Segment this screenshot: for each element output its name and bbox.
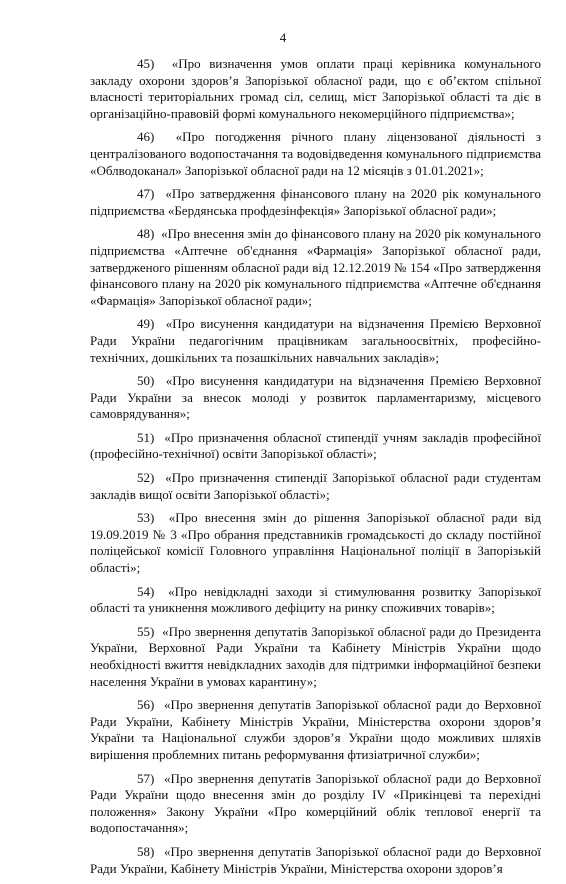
agenda-item bbox=[90, 697, 541, 763]
agenda-item bbox=[90, 373, 541, 423]
agenda-item-number: 56) bbox=[137, 697, 155, 713]
agenda-item-number: 45) bbox=[137, 56, 155, 71]
agenda-item-number: 50) bbox=[137, 373, 155, 389]
agenda-item-text: «Про затвердження фінансового плану на 2020 рік комунального підприємства «Бердянська профдезінфекція» Запорізької обласної ради»; bbox=[90, 186, 542, 218]
agenda-item bbox=[90, 470, 541, 503]
agenda-item-text: «Про звернення депутатів Запорізької обласної ради до Верховної Ради України щодо внесення змін до розділу IV «Прикінцеві та перехідні положення» Закону України «Про комерційний облік теплової енергії та водопостачання»; bbox=[90, 770, 542, 836]
agenda-item-number: 53) bbox=[137, 510, 155, 526]
agenda-item-text: «Про звернення депутатів Запорізької обласної ради до Верховної Ради України, Кабінету Міністрів України, Міністерства охорони здоров’я bbox=[90, 843, 542, 876]
agenda-item bbox=[90, 226, 541, 309]
agenda-item-number: 52) bbox=[137, 470, 155, 486]
agenda-item-number: 51) bbox=[137, 429, 155, 445]
agenda-item-number: 46) bbox=[137, 129, 155, 145]
agenda-item-text: «Про визначення умов оплати праці керівника комунального закладу охорони здоров’я Запорізької обласної ради, що є об’єктом спільної власності територіальних громад сіл, селищ, міст Запорізької області та діє в організаційно-правовій формі комунального некомерційного підприємства»; bbox=[90, 56, 541, 121]
agenda-item bbox=[90, 56, 541, 122]
agenda-item-number: 49) bbox=[137, 316, 155, 332]
agenda-item bbox=[90, 844, 541, 877]
agenda-item-text: «Про призначення стипендії Запорізької обласної ради студентам закладів вищої освіти Запорізької області»; bbox=[90, 470, 541, 502]
agenda-item-number: 54) bbox=[137, 583, 155, 599]
agenda-item bbox=[90, 129, 541, 179]
agenda-list bbox=[90, 56, 541, 884]
agenda-item-text: «Про невідкладні заходи зі стимулювання розвитку Запорізької області та уникнення можливого дефіциту на ринку споживчих товарів»; bbox=[90, 583, 541, 616]
agenda-item-number: 48) bbox=[137, 226, 155, 242]
agenda-item-text: «Про призначення обласної стипендії учням закладів професійної (професійно-технічної) освіти Запорізької області»; bbox=[90, 429, 541, 462]
agenda-item bbox=[90, 316, 541, 366]
agenda-item-text: «Про погодження річного плану ліцензованої діяльності з централізованого водопостачання та водовідведення комунального підприємства «Облводоканал» Запорізької обласної ради на 12 місяців з 01.01.2021»; bbox=[90, 129, 541, 178]
agenda-item bbox=[90, 771, 541, 837]
agenda-item-number: 58) bbox=[137, 843, 155, 859]
agenda-item bbox=[90, 584, 541, 617]
agenda-item-text: «Про висунення кандидатури на відзначення Премією Верховної Ради України за внесок молоді у розвиток парламентаризму, місцевого самоврядування»; bbox=[90, 373, 542, 422]
agenda-item bbox=[90, 510, 541, 576]
agenda-item-text: «Про звернення депутатів Запорізької обласної ради до Президента України, Верховної Ради України та Кабінету Міністрів України щодо необхідності вжиття невідкладних заходів для підтримки інформаційної безпеки населення України в умовах карантину»; bbox=[90, 623, 541, 689]
agenda-item bbox=[90, 430, 541, 463]
agenda-item-text: «Про висунення кандидатури на відзначення Премією Верховної Ради України педагогічним працівникам загальноосвітніх, професійно-технічних, дошкільних та позашкільних навчальних закладів»; bbox=[90, 316, 542, 365]
agenda-item-text: «Про звернення депутатів Запорізької обласної ради до Верховної Ради України, Кабінету Міністрів України, Міністерства охорони здоров’я України та Національної служби здоров’я України щодо можливих шляхів вирішення проблемних питань реформування фтизіатричної служби»; bbox=[90, 697, 542, 762]
agenda-item-number: 57) bbox=[137, 770, 155, 786]
agenda-item-number: 55) bbox=[137, 623, 155, 639]
page-number: 4 bbox=[279, 30, 287, 45]
agenda-item-number: 47) bbox=[137, 186, 155, 202]
agenda-item-text: «Про внесення змін до рішення Запорізької обласної ради від 19.09.2019 № 3 «Про обрання представників громадськості до складу постійної поліцейської комісії Головного управління Національної поліції в Запорізькій області»; bbox=[90, 510, 542, 576]
agenda-item bbox=[90, 624, 541, 690]
agenda-item bbox=[90, 186, 541, 219]
agenda-item-text: «Про внесення змін до фінансового плану на 2020 рік комунального підприємства «Аптечне об'єднання «Фармація» Запорізької обласної ради, затвердженого рішенням обласної ради від 12.12.2019 № 154 «Про затвердження фінансового плану на 2020 рік комунального підприємства «Аптечне об'єднання «Фармація» Запорізької обласної ради»; bbox=[90, 226, 542, 308]
